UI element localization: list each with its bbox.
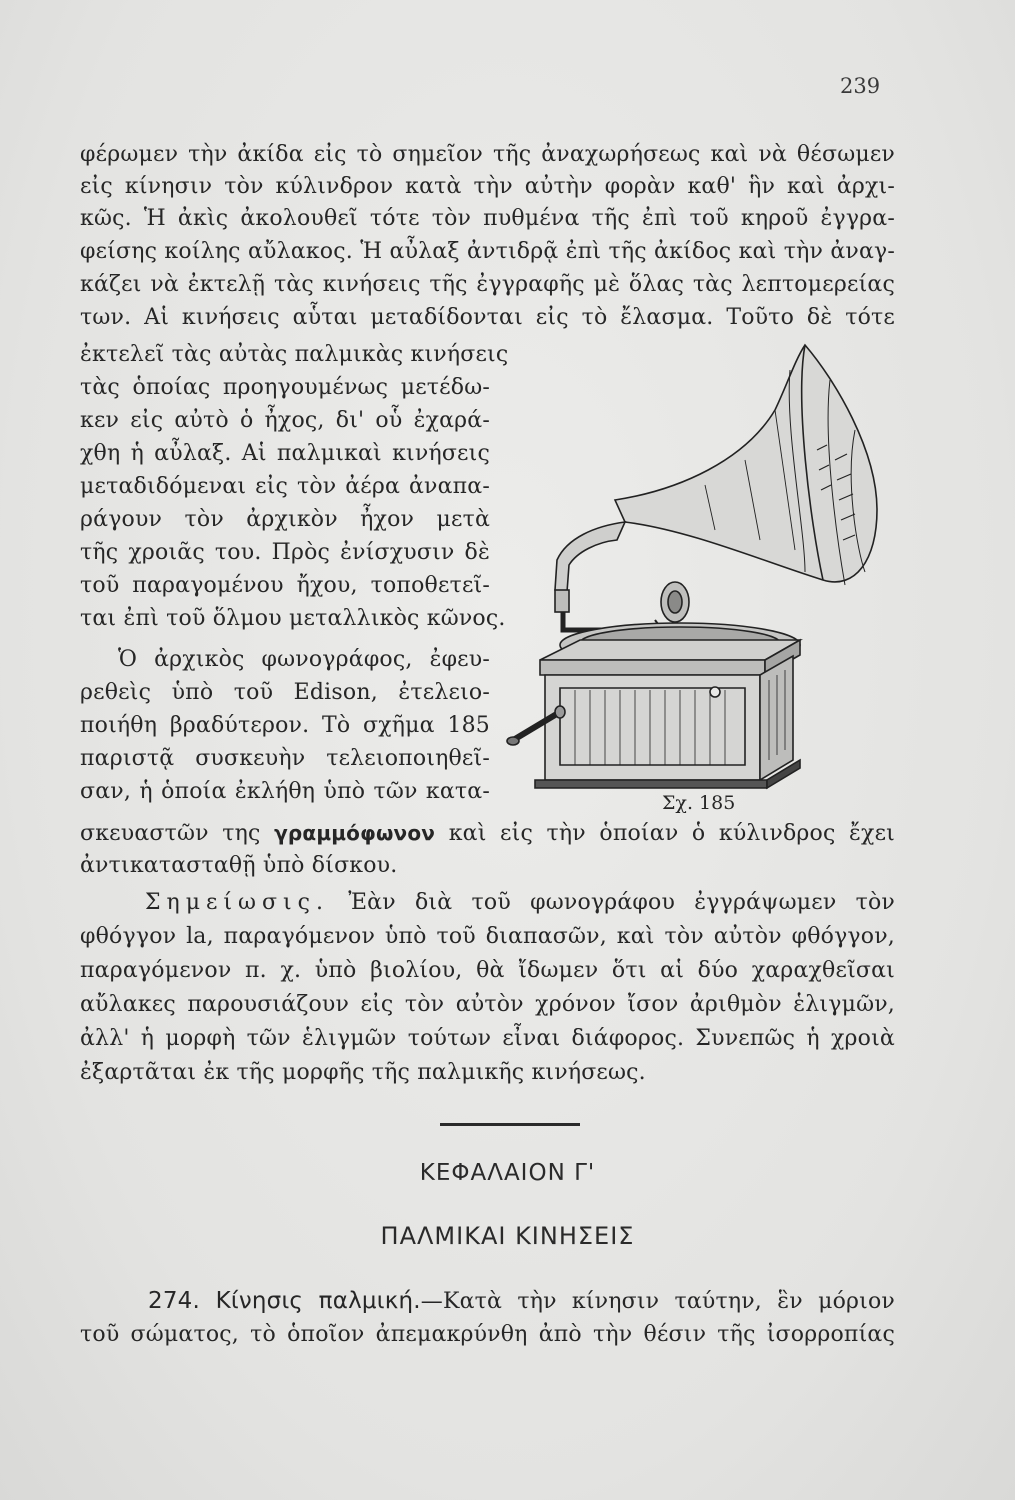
text-line: ται ἐπὶ τοῦ ὅλμου μεταλλικὸς κῶνος. xyxy=(80,606,506,631)
text-line: αὔλακες παρουσιάζουν εἰς τὸν αὐτὸν χρόνον ἴσον ἀριθμὸν ἑλιγμῶν, xyxy=(80,992,895,1017)
text-line: τοῦ παραγομένου ἤχου, τοποθετεῖ- xyxy=(80,573,490,598)
text-line: Ὁ ἀρχικὸς φωνογράφος, ἐφευ- xyxy=(118,647,490,672)
text-line: ρεθεὶς ὑπὸ τοῦ Edison, ἐτελειο- xyxy=(80,680,490,705)
text-line: φθόγγον la, παραγόμενον ὑπὸ τοῦ διαπασῶν, καὶ τὸν αὐτὸν φθόγγον, xyxy=(80,924,895,949)
text-line: κάζει νὰ ἐκτελῇ τὰς κινήσεις τῆς ἐγγραφῆς μὲ ὅλας τὰς λεπτομερείας xyxy=(80,272,895,297)
note-first-line xyxy=(145,888,895,918)
page-number: 239 xyxy=(840,74,881,98)
text-line: ράγουν τὸν ἀρχικὸν ἦχον μετὰ xyxy=(80,507,490,532)
text-line: κεν εἰς αὐτὸ ὁ ἦχος, δι' οὗ ἐχαρά- xyxy=(80,408,490,433)
bold-term: γραμμόφωνον xyxy=(274,821,436,845)
text-line: τῆς χροιᾶς του. Πρὸς ἐνίσχυσιν δὲ xyxy=(80,540,490,565)
chapter-heading: ΚΕΦΑΛΑΙΟΝ Γ' xyxy=(419,1160,596,1186)
text-line: των. Αἱ κινήσεις αὗται μεταδίδονται εἰς τὸ ἔλασμα. Τοῦτο δὲ τότε xyxy=(80,305,895,330)
text-line: σαν, ἡ ὁποία ἐκλήθη ὑπὸ τῶν κατα- xyxy=(80,779,490,804)
text-line: παραγόμενον π. χ. ὑπὸ βιολίου, θὰ ἴδωμεν ὅτι αἱ δύο χαραχθεῖσαι xyxy=(80,958,895,983)
text-fragment: Ἐὰν διὰ τοῦ φωνογράφου ἐγγράψωμεν τὸν xyxy=(348,890,896,915)
text-fragment: —Κατὰ τὴν κίνησιν ταύτην, ἓν μόριον xyxy=(420,1289,895,1314)
note-label: Σημείωσις. xyxy=(145,890,329,915)
text-line: εἰς κίνησιν τὸν κύλινδρον κατὰ τὴν αὐτὴν φορὰν καθ' ἣν καὶ ἀρχι- xyxy=(80,174,895,199)
section-first-line xyxy=(148,1286,895,1317)
text-line: ἐξαρτᾶται ἐκ τῆς μορφῆς τῆς παλμικῆς κινήσεως. xyxy=(80,1060,646,1085)
section-heading: 274. Κίνησις παλμική. xyxy=(148,1288,421,1314)
text-line: φέρωμεν τὴν ἀκίδα εἰς τὸ σημεῖον τῆς ἀναχωρήσεως καὶ νὰ θέσωμεν xyxy=(80,142,895,167)
text-line: ἐκτελεῖ τὰς αὐτὰς παλμικὰς κινήσεις xyxy=(80,342,509,367)
text-line: φείσης κοίλης αὔλακος. Ἡ αὖλαξ ἀντιδρᾷ ἐπὶ τῆς ἀκίδος καὶ τὴν ἀναγ- xyxy=(80,239,895,264)
text-line: τοῦ σώματος, τὸ ὁποῖον ἀπεμακρύνθη ἀπὸ τὴν θέσιν τῆς ἰσορροπίας xyxy=(80,1322,895,1347)
figure-caption: Σχ. 185 xyxy=(662,792,736,814)
text-line: ἀντικατασταθῇ ὑπὸ δίσκου. xyxy=(80,853,398,878)
text-line: μεταδιδόμεναι εἰς τὸν ἀέρα ἀναπα- xyxy=(80,474,490,499)
text-line: χθη ἡ αὖλαξ. Αἱ παλμικαὶ κινήσεις xyxy=(80,441,490,466)
text-fragment: καὶ εἰς τὴν ὁποίαν ὁ κύλινδρος ἔχει xyxy=(448,821,896,846)
text-line: ποιήθη βραδύτερον. Τὸ σχῆμα 185 xyxy=(80,713,490,738)
text-fragment: σκευαστῶν της xyxy=(80,821,261,846)
text-line: παριστᾷ συσκευὴν τελειοποιηθεῖ- xyxy=(80,746,490,771)
text-line: τὰς ὁποίας προηγουμένως μετέδω- xyxy=(80,375,490,400)
text-line-with-term xyxy=(80,818,895,849)
gramophone-illustration xyxy=(505,340,885,790)
text-line: ἀλλ' ἡ μορφὴ τῶν ἑλιγμῶν τούτων εἶναι διάφορος. Συνεπῶς ἡ χροιὰ xyxy=(80,1026,895,1051)
section-divider xyxy=(440,1123,580,1126)
text-line: κῶς. Ἡ ἀκὶς ἀκολουθεῖ τότε τὸν πυθμένα τῆς ἐπὶ τοῦ κηροῦ ἐγγρα- xyxy=(80,206,895,231)
section-title: ΠΑΛΜΙΚΑΙ ΚΙΝΗΣΕΙΣ xyxy=(380,1222,635,1250)
